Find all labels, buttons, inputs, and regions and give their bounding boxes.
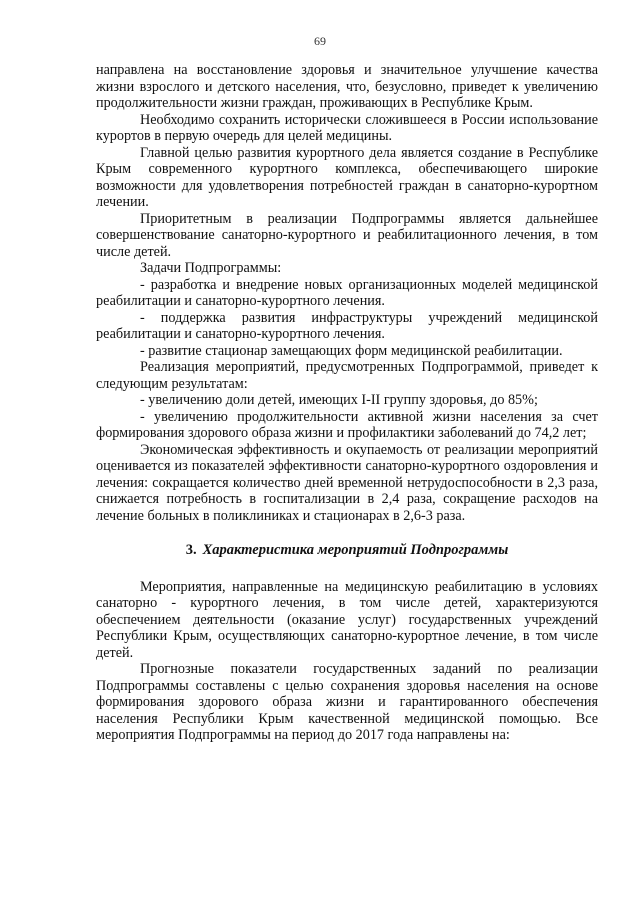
paragraph-resorts-medicine: Необходимо сохранить исторически сложившееся в России использование курортов в первую очередь для целей медицины.: [96, 111, 598, 144]
paragraph-priority: Приоритетным в реализации Подпрограммы является дальнейшее совершенствование санаторно-курортного и реабилитационного лечения, в том числе детей.: [96, 210, 598, 260]
result-item-2: - увеличению продолжительности активной жизни населения за счет формирования здорового образа жизни и профилактики заболеваний до 74,2 лет;: [96, 408, 598, 441]
results-intro: Реализация мероприятий, предусмотренных Подпрограммой, приведет к следующим результатам:: [96, 359, 598, 392]
paragraph-economic-efficiency: Экономическая эффективность и окупаемость от реализации мероприятий оценивается из показателей эффективности санаторно-курортного оздоровления и лечения: сокращается количество дней временной нетрудоспособности в 2,3 раза, снижается потребность в госпитализации в 2,4 раза, сокращение расходов на лечение больных в поликлиниках и стационарах в 2,6-3 раза.: [96, 441, 598, 524]
section-number: 3.: [185, 542, 197, 558]
task-item-2: - поддержка развития инфраструктуры учреждений медицинской реабилитации и санаторно-курортного лечения.: [96, 309, 598, 342]
paragraph-forecast-indicators: Прогнозные показатели государственных заданий по реализации Подпрограммы составлены с целью сохранения здоровья населения на основе формирования здорового образа жизни и гарантированного обеспечения населения Республики Крым качественной медицинской помощью. Все мероприятия Подпрограммы на период до 2017 года направлены на:: [96, 661, 598, 743]
paragraph-measures-rehabilitation: Мероприятия, направленные на медицинскую реабилитацию в условиях санаторно - курортного лечения, в том числе детей, характеризуются обеспечением деятельности (оказание услуг) государственных учреждений Республики Крым, осуществляющих санаторно-курортное лечение, в том числе детей.: [96, 578, 598, 661]
result-item-1: - увеличению доли детей, имеющих I-II группу здоровья, до 85%;: [140, 392, 538, 408]
paragraph-health-restoration: направлена на восстановление здоровья и значительное улучшение качества жизни взрослого и детского населения, что, безусловно, приведет к увеличению продолжительности жизни граждан, проживающих в Республике Крым.: [96, 62, 598, 111]
task-item-3: - развитие стационар замещающих форм медицинской реабилитации.: [140, 342, 563, 359]
tasks-heading: Задачи Подпрограммы:: [140, 260, 282, 276]
task-item-1: - разработка и внедрение новых организационных моделей медицинской реабилитации и санаторно-курортного лечения.: [96, 276, 598, 309]
section-title: Характеристика мероприятий Подпрограммы: [202, 542, 509, 558]
page-number: 69: [314, 34, 326, 48]
section-heading: [96, 542, 598, 559]
paragraph-main-goal: Главной целью развития курортного дела является создание в Республике Крым современного курортного комплекса, обеспечивающего широкие возможности для удовлетворения потребностей граждан в санаторно-курортном лечении.: [96, 144, 598, 210]
document-body: [96, 62, 598, 744]
